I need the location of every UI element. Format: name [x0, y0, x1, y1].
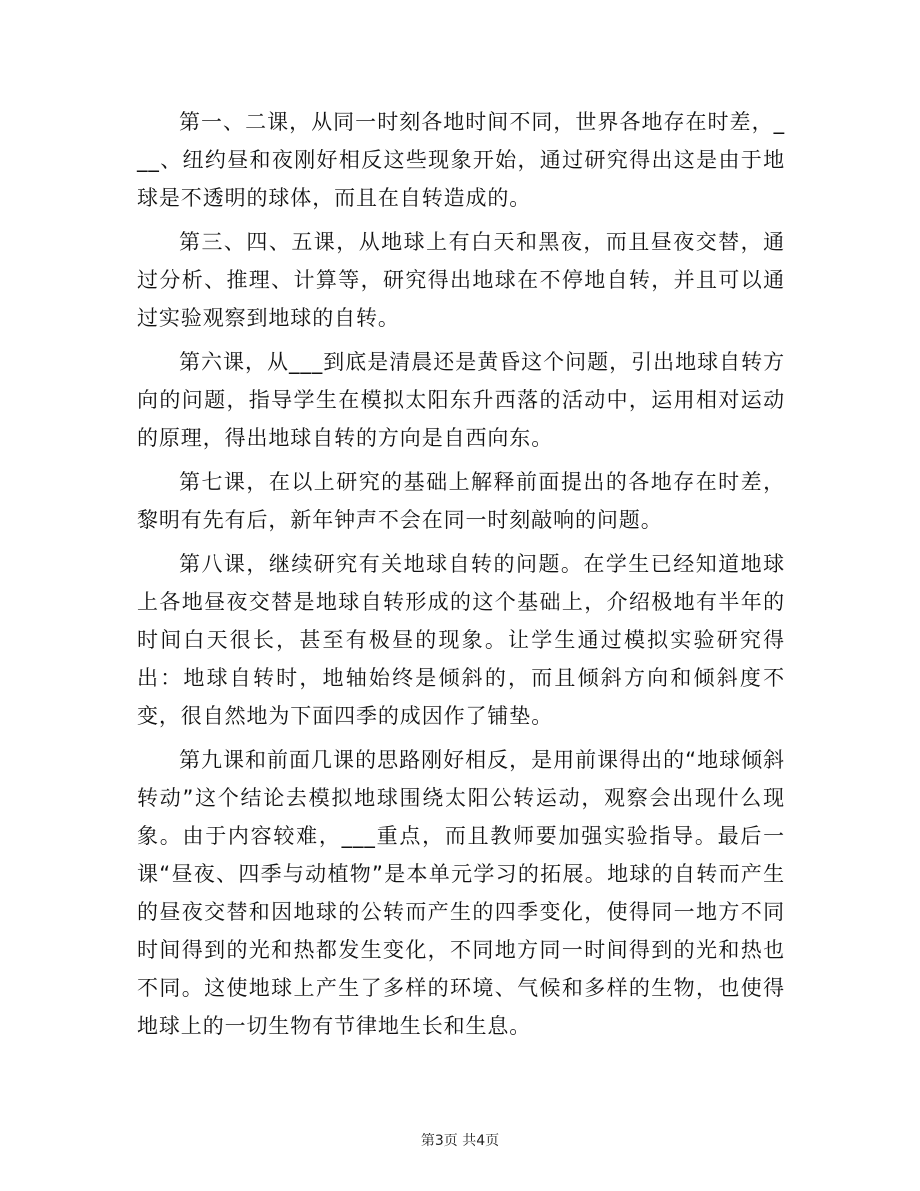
page-number-footer: 第3页 共4页 [420, 1133, 500, 1149]
paragraph-lesson-9: 第九课和前面几课的思路刚好相反，是用前课得出的“地球倾斜转动”这个结论去模拟地球围绕太阳公转运动，观察会出现什么现象。由于内容较难，___重点，而且教师要加强实验指导。最后一课“昼夜、四季与动植物”是本单元学习的拓展。地球的自转而产生的昼夜交替和因地球的公转而产生的四季变化，使得同一地方不同时间得到的光和热都发生变化，不同地方同一时间得到的光和热也不同。这使地球上产生了多样的环境、气候和多样的生物，也使得地球上的一切生物有节律地生长和生息。 [137, 748, 785, 1038]
paragraph-lessons-3-5: 第三、四、五课，从地球上有白天和黑夜，而且昼夜交替，通过分析、推理、计算等，研究得出地球在不停地自转，并且可以通过实验观察到地球的自转。 [137, 230, 785, 330]
paragraph-lessons-1-2: 第一、二课，从同一时刻各地时间不同，世界各地存在时差，___、纽约昼和夜刚好相反这些现象开始，通过研究得出这是由于地球是不透明的球体，而且在自转造成的。 [137, 110, 785, 210]
paragraph-lesson-7: 第七课，在以上研究的基础上解释前面提出的各地存在时差，黎明有先有后，新年钟声不会在同一时刻敲响的问题。 [137, 470, 785, 532]
paragraph-lesson-8: 第八课，继续研究有关地球自转的问题。在学生已经知道地球上各地昼夜交替是地球自转形成的这个基础上，介绍极地有半年的时间白天很长，甚至有极昼的现象。让学生通过模拟实验研究得出：地球自转时，地轴始终是倾斜的，而且倾斜方向和倾斜度不变，很自然地为下面四季的成因作了铺垫。 [137, 552, 785, 728]
paragraph-lesson-6: 第六课，从___到底是清晨还是黄昏这个问题，引出地球自转方向的问题，指导学生在模拟太阳东升西落的活动中，运用相对运动的原理，得出地球自转的方向是自西向东。 [137, 350, 785, 450]
document-body [137, 103, 785, 1051]
